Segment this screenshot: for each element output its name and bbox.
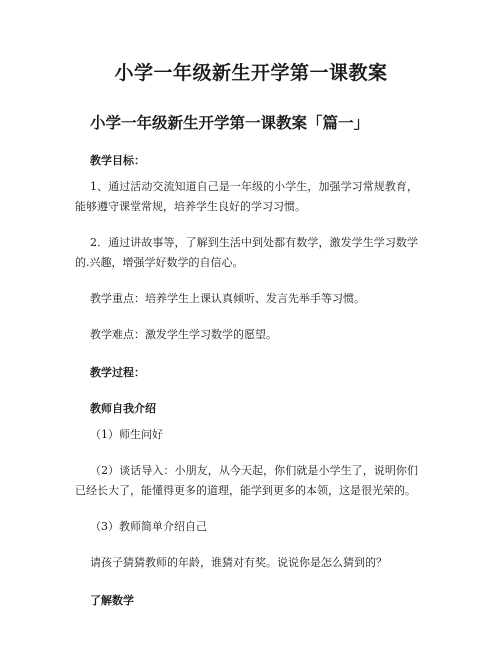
- guess-paragraph: 请孩子猜猜教师的年龄，谁猜对有奖。说说你是怎么猜到的？: [90, 556, 387, 569]
- intro-heading: 教师自我介绍: [90, 402, 156, 415]
- objectives-label: 教学目标：: [90, 154, 145, 167]
- section-title: 小学一年级新生开学第一课教案「篇一」: [90, 113, 370, 132]
- step-3-paragraph: （3）教师简单介绍自己: [90, 520, 207, 533]
- understand-math-heading: 了解数学: [90, 594, 134, 607]
- objective-paragraph-1: 1、通过活动交流知道自己是一年级的小学生，加强学习常规教育，能够遵守课堂常规，培养学生良好的学习习惯。: [75, 180, 418, 213]
- process-label: 教学过程：: [90, 366, 145, 379]
- step-2-paragraph: （2）谈话导入：小朋友，从今天起，你们就是小学生了，说明你们已经长大了，能懂得更多的道理，能学到更多的本领，这是很光荣的。: [75, 464, 418, 497]
- key-point-paragraph: 教学重点：培养学生上课认真倾听、发言先举手等习惯。: [90, 292, 365, 305]
- step-1-paragraph: （1）师生问好: [90, 428, 163, 441]
- document-title: 小学一年级新生开学第一课教案: [114, 62, 388, 84]
- objective-paragraph-2: 2．通过讲故事等，了解到生活中到处都有数学，激发学生学习数学的.兴趣，增强学好数学的自信心。: [75, 236, 418, 269]
- difficulty-paragraph: 教学难点：激发学生学习数学的愿望。: [90, 328, 277, 341]
